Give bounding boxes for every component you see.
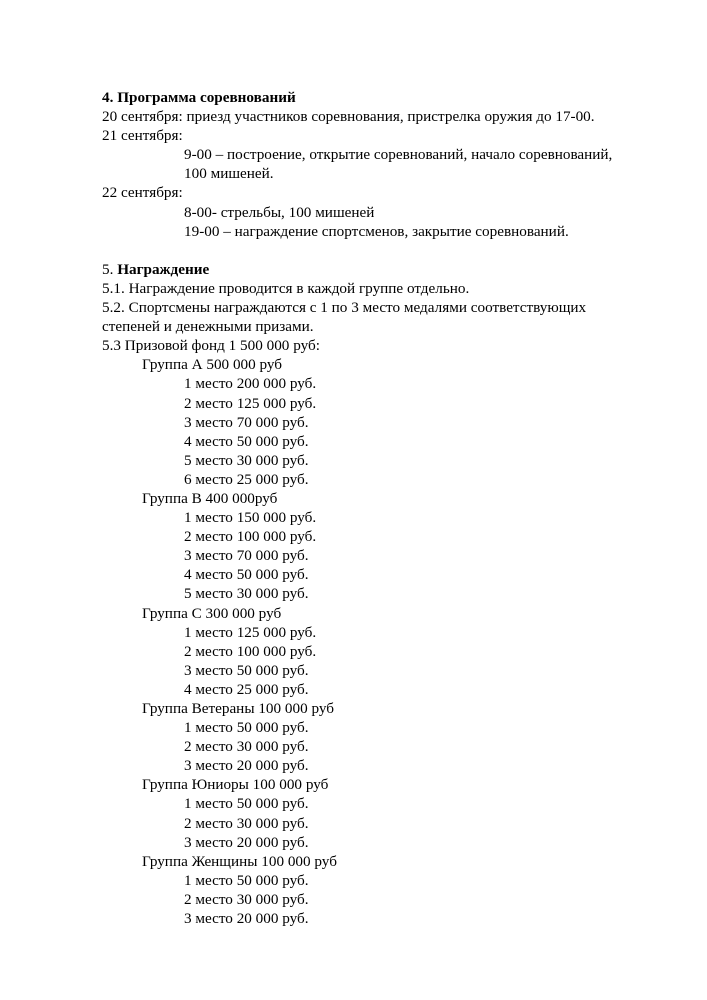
schedule-day-3-item: 8-00- стрельбы, 100 мишеней [184, 203, 375, 221]
prize-item: 3 место 20 000 руб. [184, 910, 309, 928]
prize-item: 4 место 50 000 руб. [184, 432, 309, 450]
prize-item: 2 место 30 000 руб. [184, 890, 309, 908]
prize-item: 5 место 30 000 руб. [184, 585, 309, 603]
schedule-day-1: 20 сентября: приезд участников соревнования, пристрелка оружия до 17-00. [102, 108, 595, 126]
paragraph-5-2-cont: степеней и денежными призами. [102, 318, 314, 336]
prize-item: 2 место 100 000 руб. [184, 528, 317, 546]
section-4-program [102, 88, 682, 928]
prize-item: 4 место 50 000 руб. [184, 566, 309, 584]
prize-item: 1 место 125 000 руб. [184, 623, 317, 641]
paragraph-5-3: 5.3 Призовой фонд 1 500 000 руб: [102, 337, 320, 355]
prize-item: 1 место 50 000 руб. [184, 719, 309, 737]
paragraph-5-1: 5.1. Награждение проводится в каждой группе отдельно. [102, 279, 470, 297]
prize-item: 4 место 25 000 руб. [184, 680, 309, 698]
prize-item: 1 место 50 000 руб. [184, 871, 309, 889]
section-5-number: 5. [102, 260, 118, 278]
prize-item: 3 место 70 000 руб. [184, 547, 309, 565]
prize-item: 1 место 150 000 руб. [184, 509, 317, 527]
prize-item: 1 место 200 000 руб. [184, 375, 317, 393]
schedule-day-3-item: 19-00 – награждение спортсменов, закрытие соревнований. [184, 222, 569, 240]
prize-item: 3 место 50 000 руб. [184, 661, 309, 679]
schedule-day-3-label: 22 сентября: [102, 184, 183, 202]
prize-item: 3 место 70 000 руб. [184, 413, 309, 431]
section-5-heading [102, 260, 682, 279]
spacer [102, 241, 682, 260]
prize-item: 3 место 20 000 руб. [184, 757, 309, 775]
group-title: Группа С 300 000 руб [142, 604, 282, 622]
prize-item: 2 место 100 000 руб. [184, 642, 317, 660]
prize-item: 2 место 125 000 руб. [184, 394, 317, 412]
group-title: Группа Ветераны 100 000 руб [142, 700, 334, 717]
prize-item: 6 место 25 000 руб. [184, 470, 309, 488]
schedule-day-2-item: 9-00 – построение, открытие соревнований, начало соревнований, [184, 146, 613, 164]
paragraph-5-2: 5.2. Спортсмены награждаются с 1 по 3 место медалями соответствующих [102, 299, 587, 317]
group-title: Группа В 400 000руб [142, 489, 278, 507]
group-title: Группа Юниоры 100 000 руб [142, 776, 329, 794]
prize-item: 2 место 30 000 руб. [184, 738, 309, 756]
schedule-day-2-label: 21 сентября: [102, 127, 183, 145]
prize-item: 2 место 30 000 руб. [184, 814, 309, 832]
prize-item: 1 место 50 000 руб. [184, 795, 309, 813]
section-5-title: Награждение [117, 260, 210, 278]
group-title: Группа Женщины 100 000 руб [142, 852, 337, 870]
group-title: Группа А 500 000 руб [142, 356, 283, 374]
prize-item: 3 место 20 000 руб. [184, 833, 309, 851]
schedule-day-2-item: 100 мишеней. [184, 165, 274, 183]
prize-item: 5 место 30 000 руб. [184, 451, 309, 469]
section-4-heading: 4. Программа соревнований [102, 89, 296, 106]
